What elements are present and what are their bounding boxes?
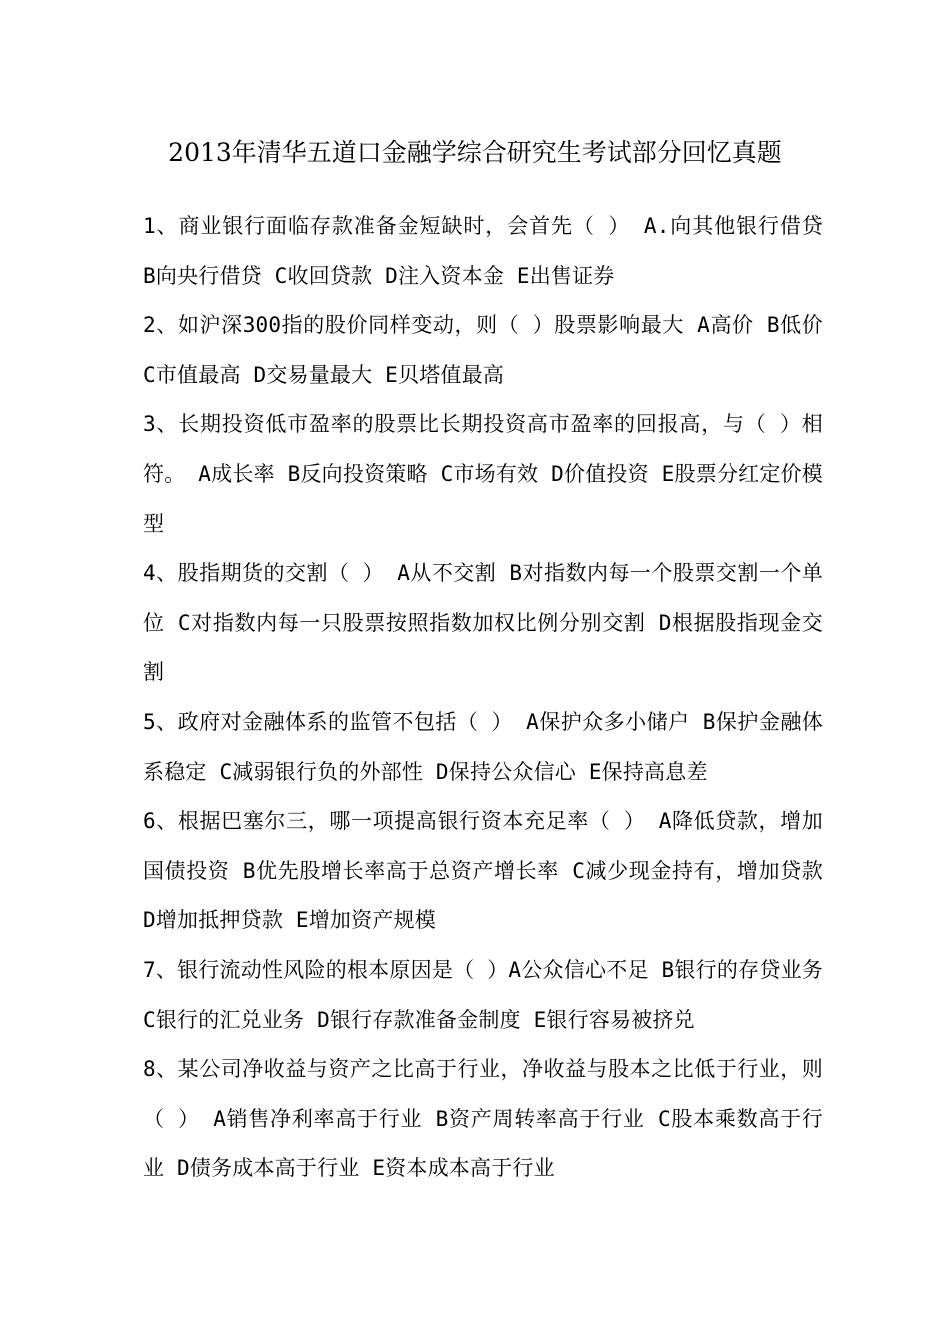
document-title: 2013年清华五道口金融学综合研究生考试部分回忆真题 [168,138,782,167]
question-6: 6、根据巴塞尔三，哪一项提高银行资本充足率（ ） A降低贷款，增加国债投资 B优先股增长率高于总资产增长率 C减少现金持有，增加贷款 D增加抵押贷款 E增加资产规模 [143,809,823,933]
question-list [143,202,823,1194]
question-5: 5、政府对金融体系的监管不包括（ ） A保护众多小储户 B保护金融体系稳定 C减弱银行负的外部性 D保持公众信心 E保持高息差 [143,709,823,784]
question-1: 1、商业银行面临存款准备金短缺时，会首先（ ） A.向其他银行借贷 B向央行借贷 C收回贷款 D注入资本金 E出售证券 [143,214,823,288]
question-2: 2、如沪深300指的股价同样变动，则（ ）股票影响最大 A高价 B低价 C市值最高 D交易量最大 E贝塔值最高 [143,313,823,387]
question-3: 3、长期投资低市盈率的股票比长期投资高市盈率的回报高，与（ ）相符。 A成长率 B反向投资策略 C市场有效 D价值投资 E股票分红定价模型 [143,412,823,536]
question-7: 7、银行流动性风险的根本原因是（ ）A公众信心不足 B银行的存贷业务 C银行的汇兑业务 D银行存款准备金制度 E银行容易被挤兑 [143,957,823,1032]
question-8: 8、某公司净收益与资产之比高于行业，净收益与股本之比低于行业，则（ ） A销售净利率高于行业 B资产周转率高于行业 C股本乘数高于行业 D债务成本高于行业 E资本成本高于行业 [143,1057,823,1181]
question-4: 4、股指期货的交割（ ） A从不交割 B对指数内每一个股票交割一个单位 C对指数内每一只股票按照指数加权比例分别交割 D根据股指现金交割 [143,561,823,685]
